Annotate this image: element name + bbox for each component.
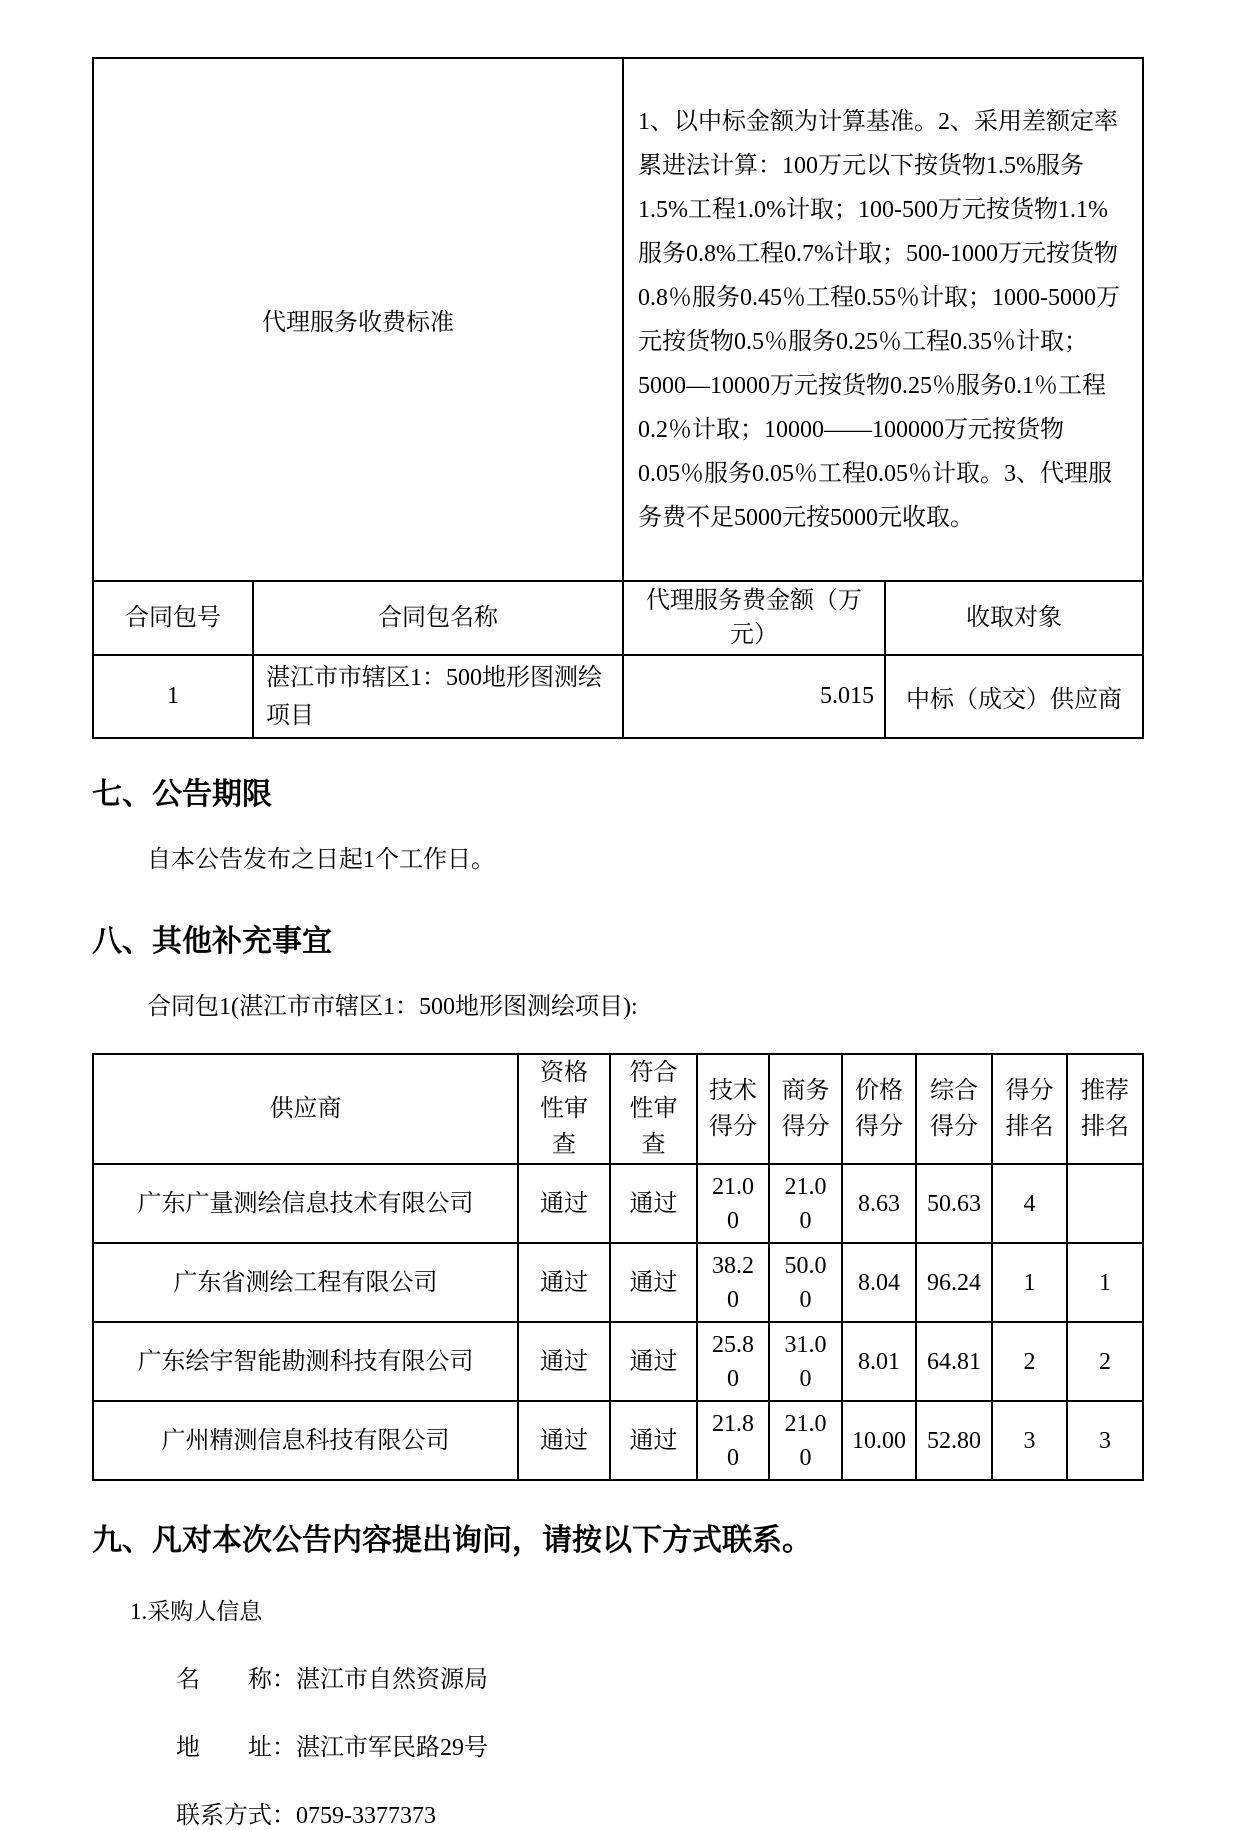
charge-target-value: 中标（成交）供应商	[885, 655, 1143, 738]
score-rank: 2	[992, 1322, 1067, 1401]
supplier-name: 广东广量测绘信息技术有限公司	[93, 1164, 518, 1243]
recommend-rank	[1067, 1164, 1143, 1243]
purchaser-name-line: 名 称：湛江市自然资源局	[176, 1667, 488, 1693]
section9-heading: 九、凡对本次公告内容提出询问，请按以下方式联系。	[92, 1524, 812, 1557]
business-score: 21.00	[769, 1401, 842, 1480]
technical-score: 25.80	[697, 1322, 769, 1401]
header-fee-amount: 代理服务费金额（万元）	[623, 581, 885, 655]
score-rank: 1	[992, 1243, 1067, 1322]
supplier-row	[93, 1243, 1143, 1322]
total-score: 50.63	[916, 1164, 992, 1243]
technical-score: 21.00	[697, 1164, 769, 1243]
fee-standard-text: 1、以中标金额为计算基准。2、采用差额定率累进法计算：100万元以下按货物1.5%服务1.5%工程1.0%计取；100-500万元按货物1.1%服务0.8%工程0.7%计取；500-1000万元按货物0.8％服务0.45％工程0.55％计取；1000-5000万元按货物0.5％服务0.25％工程0.35％计取；5000—10000万元按货物0.25％服务0.1％工程0.2％计取；10000——100000万元按货物0.05％服务0.05％工程0.05％计取。3、代理服务费不足5000元按5000元收取。	[623, 58, 1143, 581]
header-qualification-review: 资格性审查	[518, 1054, 610, 1164]
header-charge-target: 收取对象	[885, 581, 1143, 655]
conformity-review: 通过	[610, 1322, 697, 1401]
conformity-review: 通过	[610, 1243, 697, 1322]
section7-heading: 七、公告期限	[92, 778, 272, 811]
purchaser-info-label: 1.采购人信息	[130, 1599, 263, 1624]
price-score: 8.01	[842, 1322, 916, 1401]
header-supplier: 供应商	[93, 1054, 518, 1164]
qualification-review: 通过	[518, 1164, 610, 1243]
package-name-value: 湛江市市辖区1：500地形图测绘项目	[253, 655, 623, 738]
recommend-rank: 3	[1067, 1401, 1143, 1480]
business-score: 31.00	[769, 1322, 842, 1401]
supplier-name: 广东省测绘工程有限公司	[93, 1243, 518, 1322]
business-score: 50.00	[769, 1243, 842, 1322]
total-score: 64.81	[916, 1322, 992, 1401]
fee-standard-label: 代理服务收费标准	[93, 58, 623, 581]
total-score: 96.24	[916, 1243, 992, 1322]
total-score: 52.80	[916, 1401, 992, 1480]
section7-body: 自本公告发布之日起1个工作日。	[147, 847, 495, 873]
qualification-review: 通过	[518, 1243, 610, 1322]
fee-amount-value: 5.015	[623, 655, 885, 738]
price-score: 8.63	[842, 1164, 916, 1243]
header-recommend-rank: 推荐排名	[1067, 1054, 1143, 1164]
conformity-review: 通过	[610, 1164, 697, 1243]
purchaser-contact-line: 联系方式：0759-3377373	[176, 1803, 436, 1829]
qualification-review: 通过	[518, 1401, 610, 1480]
section8-heading: 八、其他补充事宜	[92, 925, 332, 958]
supplier-row	[93, 1164, 1143, 1243]
price-score: 8.04	[842, 1243, 916, 1322]
supplier-row	[93, 1401, 1143, 1480]
fee-standard-row	[93, 58, 1143, 581]
fee-table-header-row	[93, 581, 1143, 655]
recommend-rank: 2	[1067, 1322, 1143, 1401]
technical-score: 38.20	[697, 1243, 769, 1322]
supplier-row	[93, 1322, 1143, 1401]
qualification-review: 通过	[518, 1322, 610, 1401]
section8-body: 合同包1(湛江市市辖区1：500地形图测绘项目):	[147, 994, 638, 1020]
score-rank: 3	[992, 1401, 1067, 1480]
header-conformity-review: 符合性审查	[610, 1054, 697, 1164]
supplier-name: 广东绘宇智能勘测科技有限公司	[93, 1322, 518, 1401]
conformity-review: 通过	[610, 1401, 697, 1480]
technical-score: 21.80	[697, 1401, 769, 1480]
score-table-header-row	[93, 1054, 1143, 1164]
package-no-value: 1	[93, 655, 253, 738]
header-business-score: 商务得分	[769, 1054, 842, 1164]
purchaser-address-line: 地 址：湛江市军民路29号	[176, 1735, 488, 1761]
business-score: 21.00	[769, 1164, 842, 1243]
header-price-score: 价格得分	[842, 1054, 916, 1164]
header-package-name: 合同包名称	[253, 581, 623, 655]
header-total-score: 综合得分	[916, 1054, 992, 1164]
header-package-no: 合同包号	[93, 581, 253, 655]
recommend-rank: 1	[1067, 1243, 1143, 1322]
header-score-rank: 得分排名	[992, 1054, 1067, 1164]
fee-standard-table	[92, 57, 1144, 739]
supplier-name: 广州精测信息科技有限公司	[93, 1401, 518, 1480]
header-technical-score: 技术得分	[697, 1054, 769, 1164]
fee-table-data-row	[93, 655, 1143, 738]
price-score: 10.00	[842, 1401, 916, 1480]
score-rank: 4	[992, 1164, 1067, 1243]
supplier-score-table	[92, 1053, 1144, 1481]
